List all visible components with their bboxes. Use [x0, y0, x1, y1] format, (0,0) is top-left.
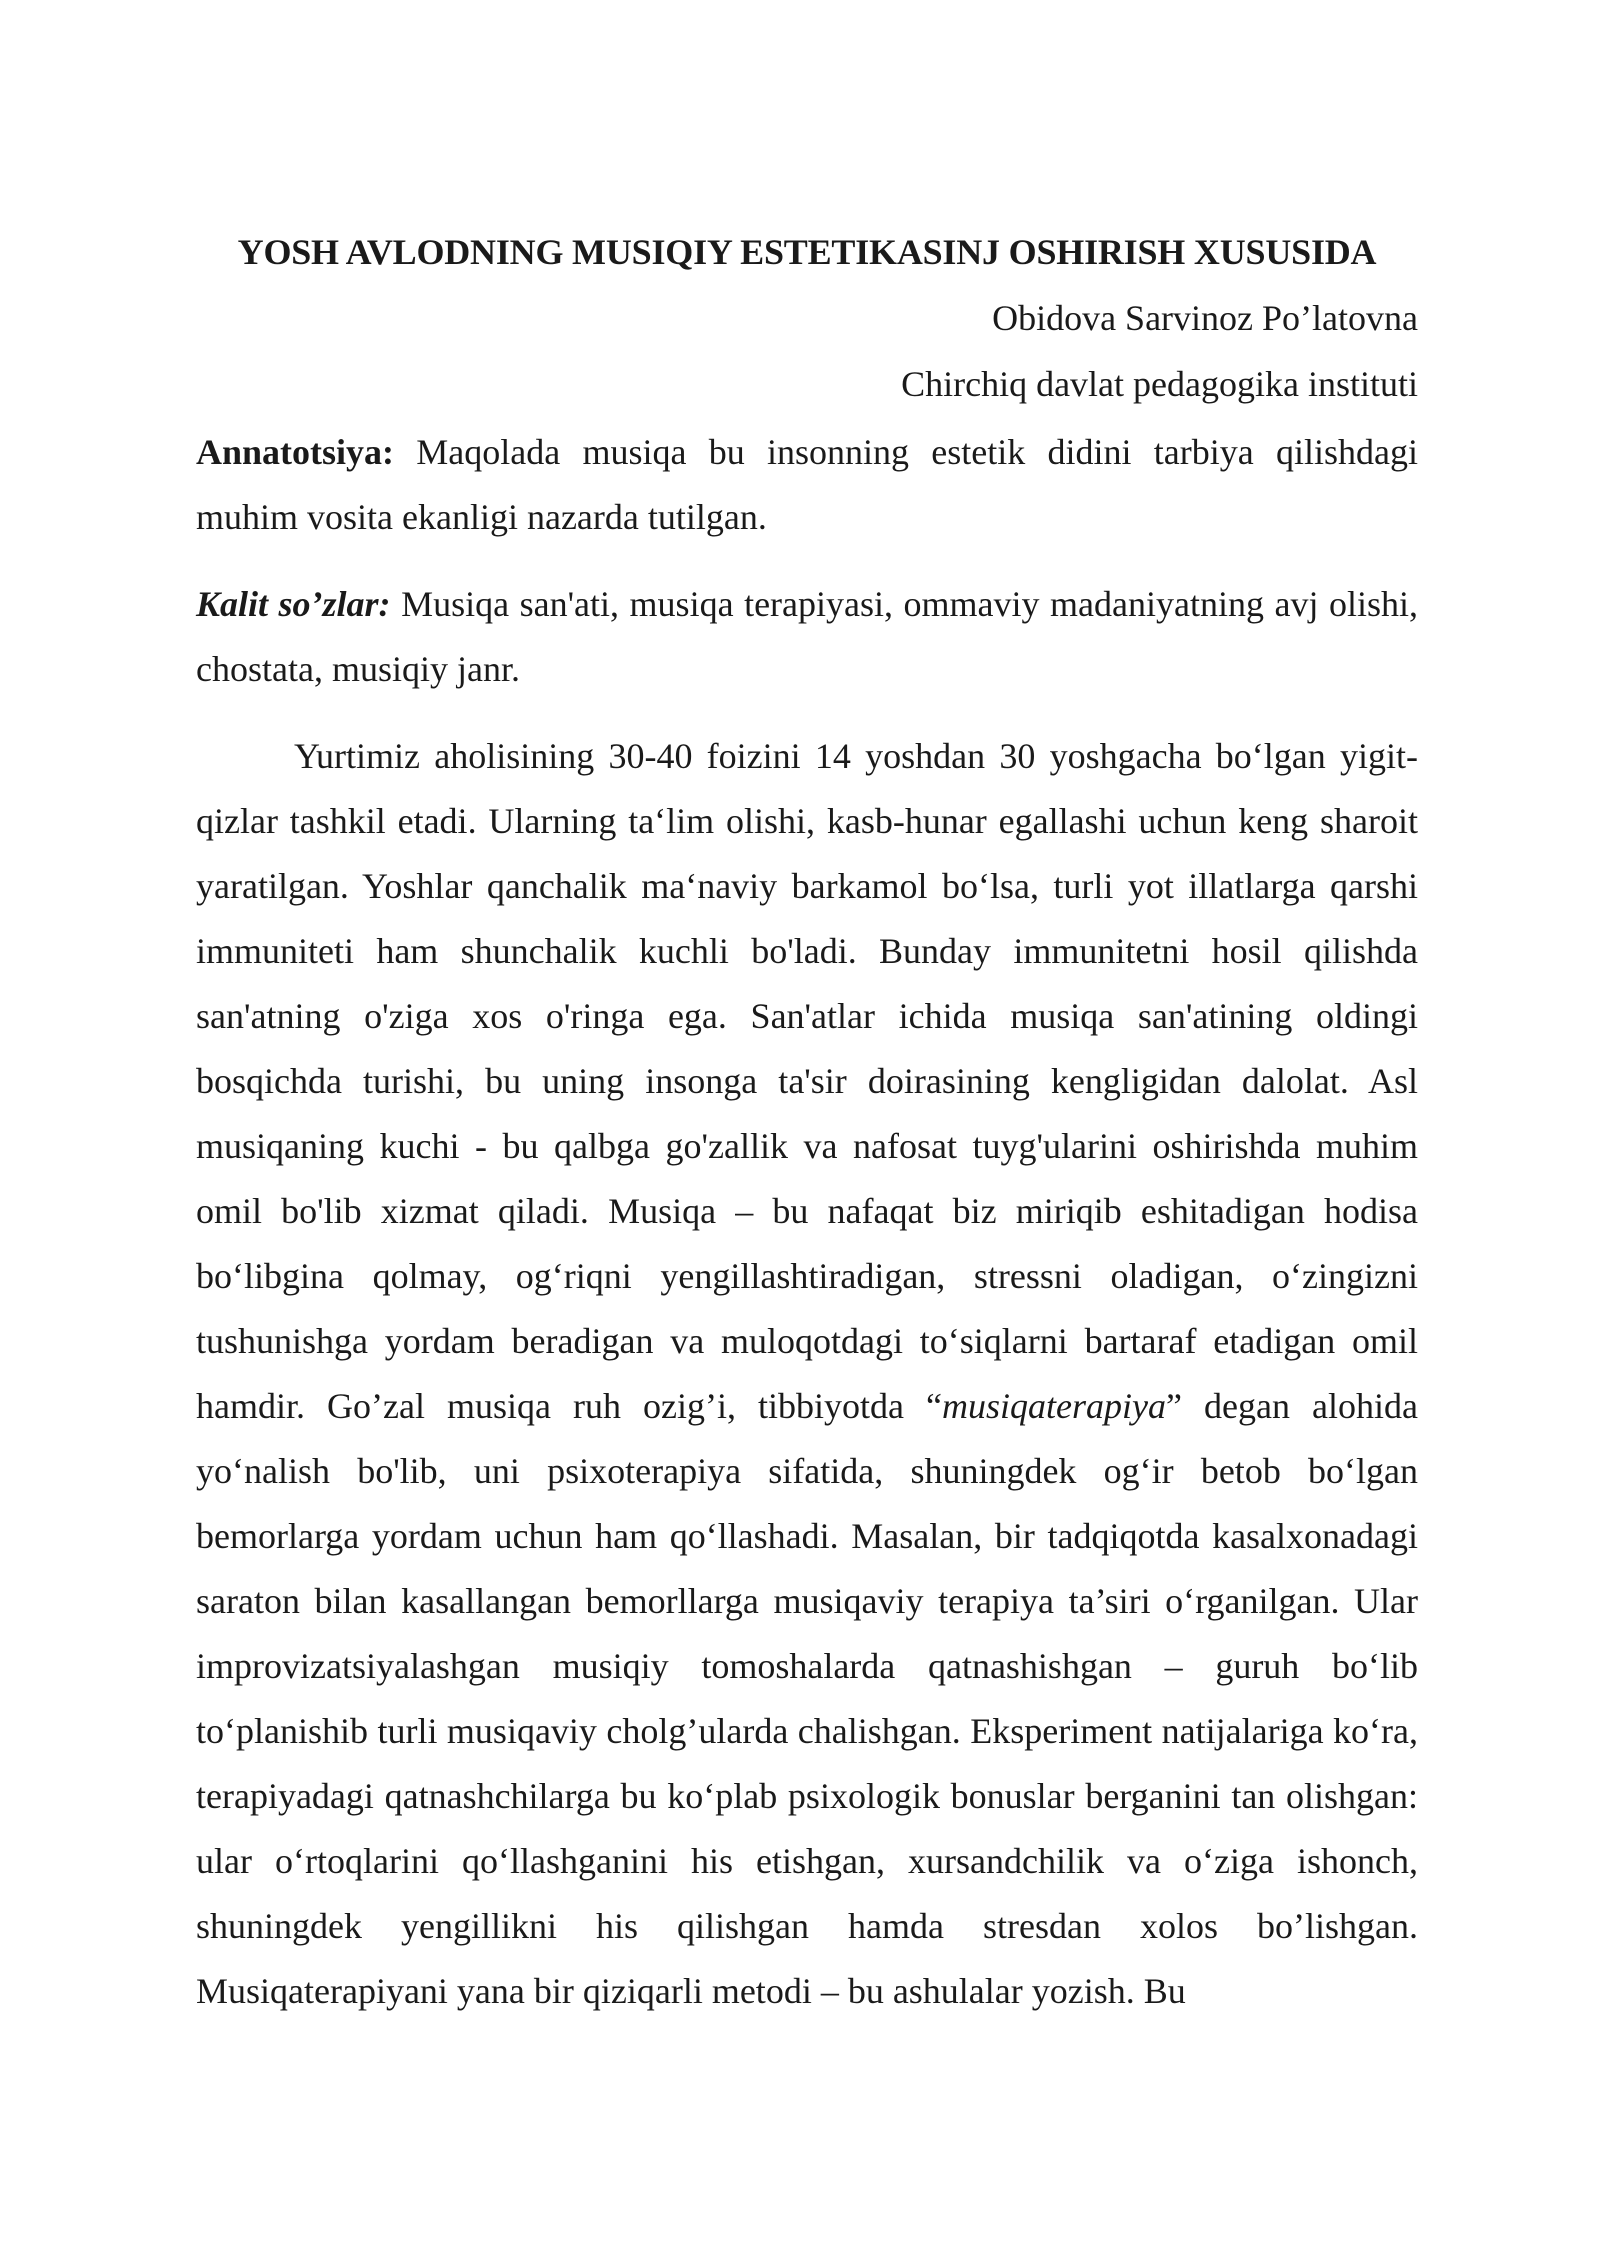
author-name: Obidova Sarvinoz Po’latovna	[992, 298, 1418, 338]
body-text-part1: Yurtimiz aholisining 30-40 foizini 14 yoshdan 30 yoshgacha bo‘lgan yigit-qizlar tashkil etadi. Ularning ta‘lim olishi, kasb-hunar egallashi uchun keng sharoit yaratilgan. Yoshlar qanchalik ma‘naviy barkamol bo‘lsa, turli yot illatlarga qarshi immuniteti ham shunchalik kuchli bo'ladi. Bunday immunitetni hosil qilishda san'atning o'ziga xos o'ringa ega. San'atlar ichida musiqa san'atining oldingi bosqichda turishi, bu uning insonga ta'sir doirasining kengligidan dalolat. Asl musiqaning kuchi - bu qalbga go'zallik va nafosat tuyg'ularini oshirishda muhim omil bo'lib xizmat qiladi. Musiqa – bu nafaqat biz miriqib eshitadigan hodisa bo‘libgina qolmay, og‘riqni yengillashtiradigan, stressni oladigan, o‘zingizni tushunishga yordam beradigan va muloqotdagi to‘siqlarni bartaraf etadigan omil hamdir. Go’zal musiqa ruh ozig’i, tibbiyotda “	[196, 736, 1418, 1426]
body-text-part2: ” degan alohida yo‘nalish bo'lib, uni psixoterapiya sifatida, shuningdek og‘ir betob bo‘lgan bemorlarga yordam uchun ham qo‘llashadi. Masalan, bir tadqiqotda kasalxonadagi saraton bilan kasallangan bemorllarga musiqaviy terapiya ta’siri o‘rganilgan. Ular improvizatsiyalashgan musiqiy tomoshalarda qatnashishgan – guruh bo‘lib to‘planishib turli musiqaviy cholg’ularda chalishgan. Eksperiment natijalariga ko‘ra, terapiyadagi qatnashchilarga bu ko‘plab psixologik bonuslar berganini tan olishgan: ular o‘rtoqlarini qo‘llashganini his etishgan, xursandchilik va o‘ziga ishonch, shuningdek yengillikni his qilishgan hamda stresdan xolos bo’lishgan. Musiqaterapiyani yana bir qiziqarli metodi – bu ashulalar yozish. Bu	[196, 1386, 1418, 2011]
keywords-paragraph	[196, 572, 1418, 702]
body-paragraph	[196, 724, 1418, 2024]
author-institution: Chirchiq davlat pedagogika instituti	[901, 364, 1418, 404]
annotation-text: Maqolada musiqa bu insonning estetik didini tarbiya qilishdagi muhim vosita ekanligi nazarda tutilgan.	[196, 432, 1418, 537]
keywords-label: Kalit so’zlar:	[196, 584, 391, 624]
article-title: YOSH AVLODNING MUSIQIY ESTETIKASINJ OSHIRISH XUSUSIDA	[237, 232, 1377, 272]
annotation-label: Annatotsiya:	[196, 432, 395, 472]
annotation-paragraph	[196, 420, 1418, 550]
keywords-text: Musiqa san'ati, musiqa terapiyasi, ommaviy madaniyatning avj olishi, chostata, musiqiy janr.	[196, 584, 1418, 689]
body-italic-term: musiqaterapiya	[942, 1386, 1167, 1426]
